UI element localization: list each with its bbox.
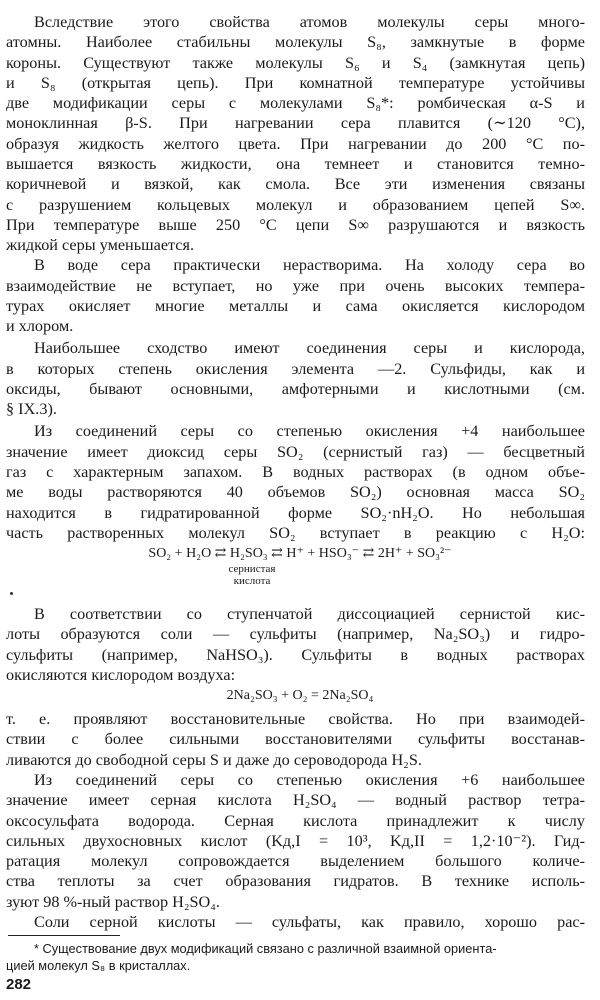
text-line: моноклинная β-S. При нагревании сера плавится (∼120 °C),: [6, 114, 585, 133]
text-line: При температуре выше 250 °C цепи S∞ разрушаются и вязкость: [6, 215, 585, 234]
text-line: окисляются кислородом воздуха:: [6, 665, 236, 684]
page-number: 282: [6, 976, 32, 993]
text-line: значение имеет диоксид серы SO₂ (сернистый газ) — бесцветный: [6, 442, 585, 461]
text-line: зуют 98 %-ный раствор H₂SO₄.: [6, 892, 220, 911]
text-line: атомны. Наиболее стабильны молекулы S₈, замкнутые в форме: [6, 33, 585, 52]
text-line: § IX.3).: [6, 400, 57, 419]
text-line: с разрушением кольцевых молекул и образованием цепей S∞.: [6, 195, 585, 214]
text-line: взаимодействие не вступает, но уже при очень высоких темпера-: [6, 276, 585, 295]
footnote-line: * Существование двух модификаций связано с различной взаимной ориента-: [34, 941, 497, 956]
footnote-rule: [8, 935, 120, 936]
text-line: в которых степень окисления элемента —2. Сульфиды, как и: [6, 359, 585, 378]
text-line: две модификации серы с молекулами S₈*: ромбическая α-S и: [6, 94, 585, 113]
text-line: оксиды, бывают основными, амфотерными и кислотными (см.: [6, 380, 585, 398]
text-line: сульфиты (например, NaHSO₃). Сульфиты в водных растворах: [6, 645, 585, 664]
text-line: сильных двухосновных кислот (Kд,I = 10³, Kд,II = 1,2·10⁻²). Гид-: [6, 831, 585, 850]
text-line: газ с характерным запахом. В водных растворах (в одном объе-: [6, 463, 585, 481]
text-line: жидкой серы уменьшается.: [6, 236, 195, 255]
text-line: т. е. проявляют восстановительные свойства. Но при взаимодей-: [6, 710, 585, 729]
text-line: вышается вязкость жидкости, она темнеет и становится темно-: [6, 155, 585, 173]
text-line: Соли серной кислоты — сульфаты, как правило, хорошо рас-: [34, 913, 585, 931]
text-line: Наибольшее сходство имеют соединения серы и кислорода,: [34, 339, 585, 358]
text-line: Из соединений серы со степенью окисления +6 наибольшее: [34, 770, 585, 789]
text-line: короны. Существуют также молекулы S₆ и S₄ (замкнутая цепь): [6, 53, 585, 72]
text-line: ства теплоты за счет образования гидратов. В технике исполь-: [6, 872, 585, 891]
text-line: и S₈ (открытая цепь). При комнатной температуре устойчивы: [6, 73, 585, 92]
text-line: ствии с более сильными восстановителями сульфиты восстанав-: [6, 730, 585, 749]
text-line: лоты образуются соли — сульфиты (например, Na₂SO₃) и гидро-: [6, 625, 585, 644]
text-line: Вследствие этого свойства атомов молекулы серы много-: [34, 13, 585, 31]
equation-text: SO₂ + H₂O ⇄ H₂SO₃ ⇄ H⁺ + HSO₃⁻ ⇄ 2H⁺ + SO₃²⁻: [148, 545, 452, 561]
equation-sulfite-oxidation: 2Na₂SO₃ + O₂ = 2Na₂SO₄: [226, 688, 374, 703]
text-line: ливаются до свободной серы S и даже до сероводорода H₂S.: [6, 750, 422, 769]
equation-label: кислота: [233, 574, 271, 587]
text-line: оксосульфата водорода. Серная кислота принадлежит к числу: [6, 811, 585, 830]
text-line: находится в гидратированной форме SO₂·nH₂O. Но небольшая: [6, 503, 585, 522]
text-line: Из соединений серы со степенью окисления +4 наибольшее: [34, 422, 585, 441]
text-line: В воде сера практически нерастворима. На холоду сера во: [34, 256, 585, 275]
text-line: ме воды растворяются 40 объемов SO₂) основная масса SO₂: [6, 483, 585, 502]
text-line: В соответствии со ступенчатой диссоциацией сернистой кис-: [34, 605, 585, 623]
text-line: ратация молекул сопровождается выделением большого количе-: [6, 852, 585, 871]
text-line: турах окисляет многие металлы и сама окисляется кислородом: [6, 297, 585, 316]
print-speck: [10, 592, 13, 595]
text-line: часть растворенных молекул SO₂ вступает в реакцию с H₂O:: [6, 523, 585, 542]
text-line: и хлором.: [6, 317, 74, 336]
equation-label: сернистая: [228, 562, 276, 575]
text-line: образуя жидкость желтого цвета. При нагревании до 200 °C по-: [6, 134, 585, 153]
text-line: значение имеет серная кислота H₂SO₄ — водный раствор тетра-: [6, 791, 585, 810]
footnote-line: цией молекул S₈ в кристаллах.: [6, 958, 191, 973]
text-line: коричневой и вязкой, как смола. Все эти изменения связаны: [6, 175, 585, 194]
